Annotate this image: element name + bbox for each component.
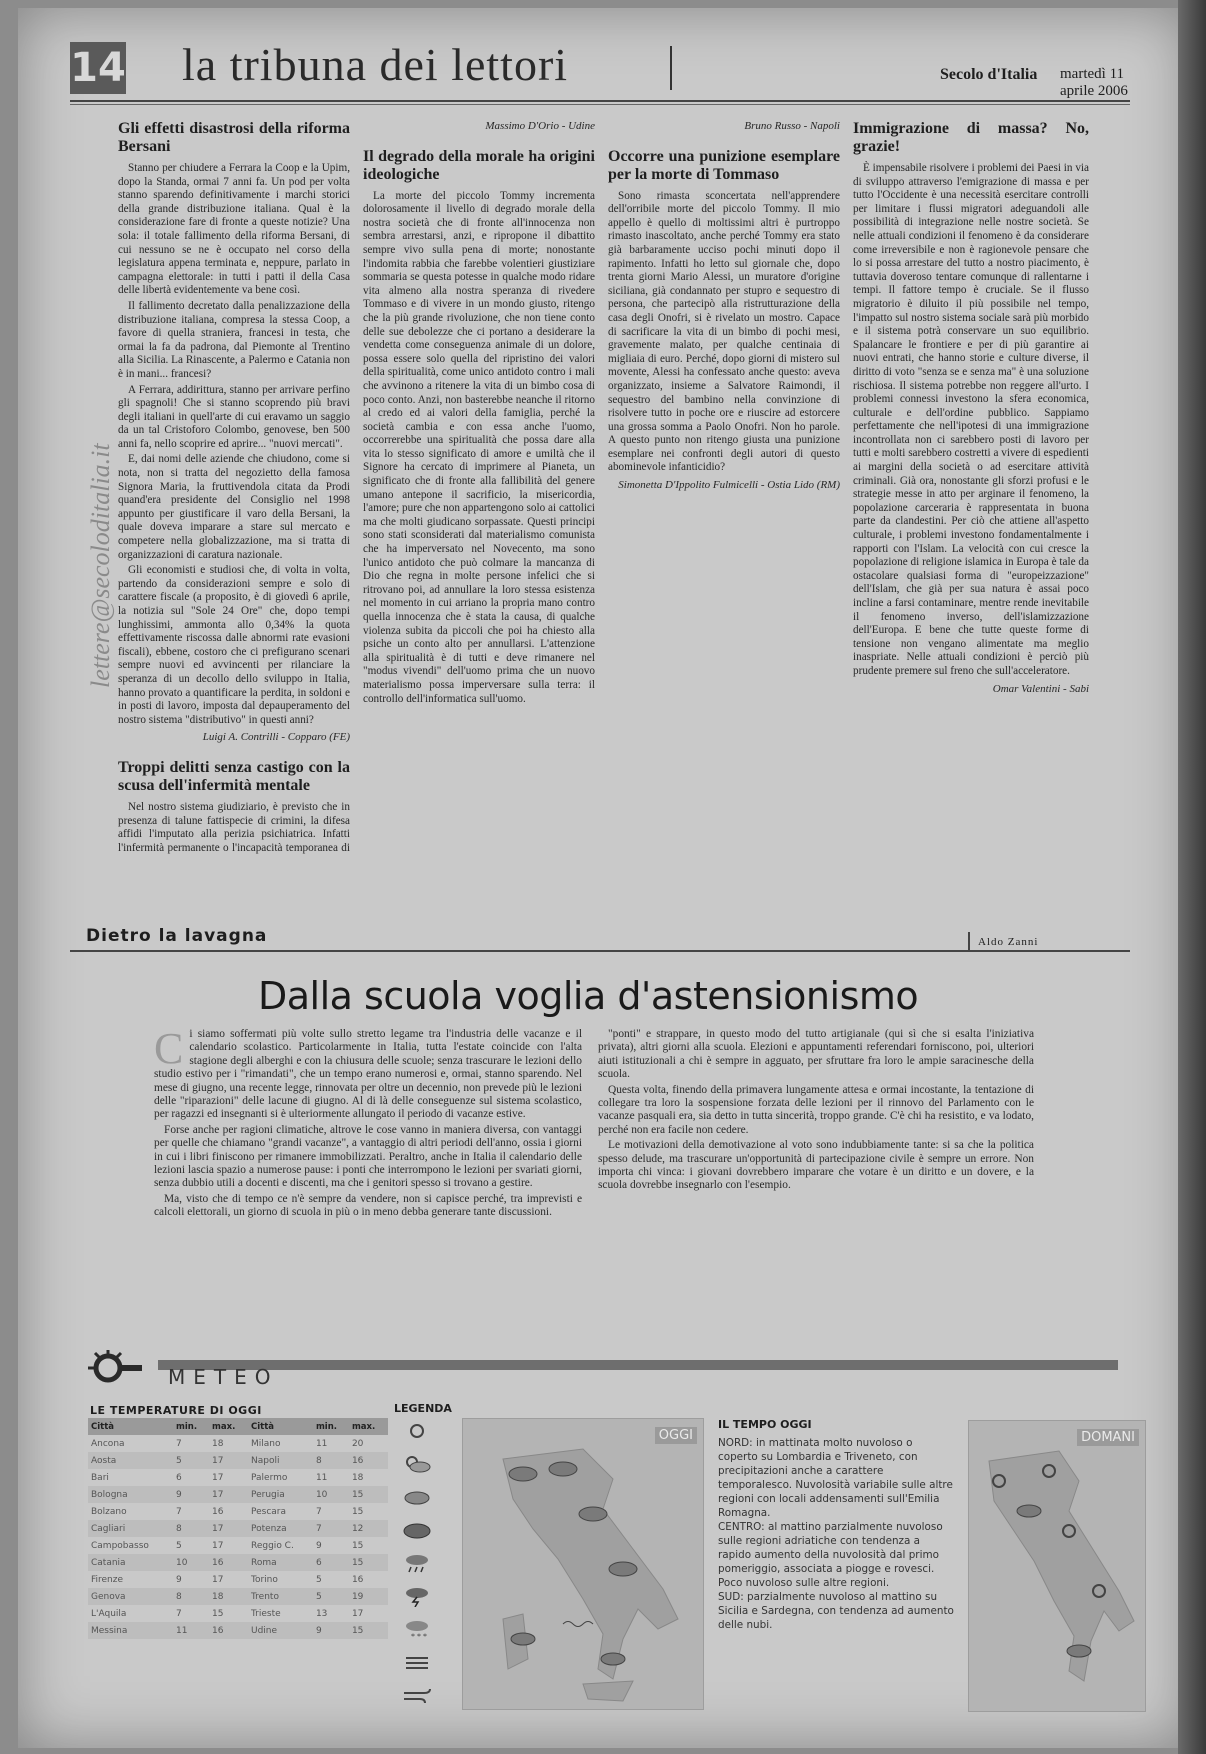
table-cell: Palermo <box>251 1472 288 1483</box>
feature-paragraph: i siamo soffermati più volte sullo stretto legame tra l'industria delle vacanze e il calendario scolastico. Particolarmente in Italia, tutta l'estate coincide con l'alta stagione degli alberghi e con la chiusura delle scuole; senza trascurare le lezioni dello studio estivo per i "rimandati", che un tempo erano numerosi e, ormai, stanno sparendo. Nel mese di giugno, una recente legge, rinnovata per oltre un decennio, non prevede più le lezioni delle "riparazioni" delle lacune di giugno. Al di là delle conseguenze sul sistema scolastico, per ragazzi ed insegnanti si è ulteriormente allungato il periodo di vacanze estive. <box>154 1028 582 1121</box>
column-header: max. <box>209 1418 248 1435</box>
map-label-tomorrow: DOMANI <box>1077 1429 1139 1446</box>
feature-column-2 <box>598 1028 1034 1328</box>
author-divider <box>968 932 970 950</box>
meteo-label: METEO <box>168 1365 279 1389</box>
column-header: max. <box>349 1418 388 1435</box>
snow-icon <box>398 1618 436 1640</box>
column-header: Città <box>248 1418 313 1435</box>
table-cell: 18 <box>212 1438 224 1449</box>
table-cell: 17 <box>209 1452 248 1469</box>
table-cell: 11 <box>315 1472 328 1483</box>
weather-map-today <box>462 1418 704 1710</box>
feature-paragraph: Questa volta, finendo della primavera lungamente attesa e ormai incostante, la tentazione di collegare tra loro la sospensione forzata delle lezioni per il rinnovo del Parlamento con le vacanze pasquali era, sia detto in tutta sincerità, troppo grande. C'è chi ha resistito, e va lodato, perché non era facile non cedere. <box>598 1083 1034 1136</box>
table-cell: 5 <box>313 1588 349 1605</box>
wind-icon <box>398 1684 436 1706</box>
side-email-text: lettere@secoloditalia.it <box>86 443 115 688</box>
table-cell: 7 <box>176 1438 182 1449</box>
table-cell: Torino <box>251 1574 278 1585</box>
feature-paragraph: "ponti" e strappare, in questo modo del tutto artigianale (qui sì che si esalta l'iniziativa privata), altri giorni alla scuola. Elezioni e appuntamenti referendari forniscono, poi, ulteriori aiuti istituzionali a chi è sempre in agguato, per sfruttare fra loro le ampie saracinesche della scuola. <box>598 1028 1034 1081</box>
article-paragraph: Gli economisti e studiosi che, di volta in volta, partendo da considerazioni sempre e solo di carattere fiscale (a proposito, è di giovedì 6 aprile, la notizia sul "Sole 24 Ore" che, dopo tempi lunghissimi, ammonta allo 0,34% la quota effettivamente riscossa dalle abnormi rate evasioni fiscali), ebbene, costoro che ci prefigurano scenari sempre nuovi ed avvincenti per rilanciare la speranza di un decollo dello sviluppo in Italia, hanno provato a quantificare la perdita, in soldoni e in posti di lavoro, imposta dal depauperamento del nostro sistema "distributivo" in questi anni? <box>118 564 350 726</box>
table-cell: 18 <box>209 1588 248 1605</box>
table-cell: 15 <box>212 1608 224 1619</box>
table-cell: Reggio C. <box>251 1540 294 1551</box>
column-header: min. <box>313 1418 349 1435</box>
partly-cloudy-icon <box>398 1453 436 1475</box>
article-signature: Omar Valentini - Sabi <box>992 682 1089 695</box>
article-paragraph: Stanno per chiudere a Ferrara la Coop e la Upim, dopo la Standa, ormai 7 anni fa. Un pod per volta stanno sparendo definitivamente i marchi storici della grande distribuzione italiana. Qual è la considerazione fare di fronte a queste notizie? Una sola: il totale fallimento della riforma Bersani, di cui nessuno se ne è occupato nel corso della legislatura appena terminata e, neppure, parlato in campagna elettorale: in tutti i patti il della Casa delle libertà evidentemente va bene così. <box>118 162 350 297</box>
article-title: Occorre una punizione esemplare per la morte di Tommaso <box>608 147 840 183</box>
page-number: 14 <box>70 42 126 94</box>
table-cell: Ancona <box>91 1438 125 1449</box>
table-cell: 17 <box>351 1608 364 1619</box>
table-cell: 11 <box>173 1622 209 1639</box>
table-cell: 6 <box>176 1472 182 1483</box>
table-cell: 10 <box>313 1486 349 1503</box>
table-cell: 9 <box>173 1486 209 1503</box>
newspaper-name: Secolo d'Italia <box>940 66 1038 83</box>
table-cell: 6 <box>313 1554 349 1571</box>
table-cell: 17 <box>212 1540 224 1551</box>
table-row <box>88 1452 388 1469</box>
feature-paragraph: Ma, visto che di tempo ce n'è sempre da vendere, non si capisce perché, tra imprevisti e calcoli elettorali, un giorno di scuola in più o in meno debba generare tante discussioni. <box>154 1192 582 1219</box>
table-cell: Trieste <box>251 1608 281 1619</box>
table-cell: Bolzano <box>91 1506 127 1517</box>
forecast-title: IL TEMPO OGGI <box>718 1418 812 1431</box>
table-cell: 9 <box>176 1574 182 1585</box>
article-paragraph: È impensabile risolvere i problemi dei Paesi in via di sviluppo attraverso l'emigrazione di massa e per tutto l'Occidente è una necessità esercitare controlli per limitare i flussi migratori adeguandoli alle possibilità di integrazione nelle nostre società. Se nelle attuali condizioni il fenomeno è da considerare come irreversibile e non è ragionevole pensare che lo si possa arrestare del tutto a nostro piacimento, è tuttavia doveroso tentare comunque di rallentarne i tempi. Il fattore tempo è cruciale. Se il flusso migratorio è diluito il più possibile nel tempo, l'impatto sul nostro sistema sociale sarà più morbido e il sistema potrà conservare un suo equilibrio. Spalancare le frontiere e per di più garantire ai nuovi entrati, che hanno storie e culture diverse, il diritto di voto "senza se e senza ma" è una soluzione rischiosa. Il sistema potrebbe non reggere all'urto. I problemi connessi investono la sfera economica, culturale e dell'ordine pubblico. Sappiamo perfettamente che nell'ipotesi di una immigrazione incontrollata non ci sarebbero posti di lavoro per tutti e molti sarebbero costretti a vivere di espedienti ai margini della società o ad esercitare attività criminali. Già ora, nonostante gli sforzi profusi e le strategie messe in atto per arginare il fenomeno, la popolazione carceraria è rappresentata in buona parte da clandestini. Per ciò che attiene all'aspetto culturale, i problemi investono fondamentalmente i rapporti con l'Islam. La velocità con cui cresce la popolazione di religione islamica in Europa è tale da ostacolare qualsiasi forma di "europeizzazione" dell'Islam, che già per sua natura è assai poco incline a farsi contaminare, mentre rende inevitabile il fenomeno inverso, dell'islamizzazione dell'Europa. E bene che tutte queste forme di tensione non vengano alimentate ma meglio inaspriate. Nelle attuali condizioni è perciò più prudente premere sul freno che sull'acceleratore. <box>853 162 1089 677</box>
meteo-bar <box>158 1360 1118 1370</box>
table-cell: 7 <box>176 1506 182 1517</box>
table-cell: 20 <box>351 1438 364 1449</box>
table-cell: 15 <box>349 1622 388 1639</box>
thunderstorm-icon <box>398 1585 436 1607</box>
table-cell: Bari <box>91 1472 109 1483</box>
table-cell: 16 <box>212 1506 224 1517</box>
table-cell: Roma <box>248 1554 313 1571</box>
table-cell: 7 <box>313 1520 349 1537</box>
map-label-today: OGGI <box>655 1427 697 1444</box>
column-header: Città <box>88 1418 173 1435</box>
legend-title: LEGENDA <box>394 1402 452 1415</box>
svg-text:* * *: * * * <box>411 1632 427 1640</box>
feature-paragraph: Forse anche per ragioni climatiche, altrove le cose vanno in maniera diversa, con vantaggi per quelle che chiamano "grandi vacanze", a vantaggio di altri periodi dell'anno, ossia i giorni in cui i libri finiscono per rimanere immobilizzati. Peraltro, anche in Italia il calendario delle lezioni lascia spazio a numerose pause: i ponti che interrompono le lezioni per svariati giorni, senza dubbio utili a docenti e discenti, ma che i genitori spesso si trovano a gestire. <box>154 1123 582 1190</box>
weather-map-tomorrow <box>968 1420 1146 1712</box>
table-cell: 8 <box>313 1452 349 1469</box>
table-cell: Cagliari <box>88 1520 173 1537</box>
table-cell: 17 <box>209 1486 248 1503</box>
article-title: Gli effetti disastrosi della riforma Bersani <box>118 120 350 155</box>
italy-map-today <box>463 1419 703 1709</box>
newspaper-page <box>18 8 1190 1748</box>
section-rule <box>70 950 1130 952</box>
table-row <box>88 1605 388 1622</box>
table-cell: 15 <box>349 1554 388 1571</box>
table-cell: Milano <box>251 1438 281 1449</box>
table-cell: Aosta <box>88 1452 173 1469</box>
table-cell: Catania <box>88 1554 173 1571</box>
article-title: Il degrado della morale ha origini ideologiche <box>363 147 595 183</box>
column-4 <box>853 120 1089 850</box>
article-paragraph: La morte del piccolo Tommy incrementa dolorosamente il livello di degrado morale della nostra società che di fronte all'innocenza non sembra arrestarsi, anzi, e ripropone il dibattito sempre vivo sulla pena di morte; nonostante l'indomita rabbia che farebbe volentieri giustiziare sommaria se questa potesse in qualche modo ridare vita almeno alla nostra speranza di rivedere Tommaso e di vivere in un mondo giusto, ritengo che la più grande rivoluzione, che non tiene conto delle sue debolezze che ci portano a desiderare la vendetta come conseguenza animale di un dolore, possa essere solo quella del ripristino dei valori della spiritualità, come unico antidoto contro i mali che avvinono a ritenere la vita di un bimbo cosa di poco conto. Anzi, non basterebbe neanche il ritorno al credo ed ai valori della famiglia, perché la società cambia e con essa anche l'uomo, occorrerebbe una spiritualità che possa dare alla vita lo stesso significato di amore e umiltà che il Signore ha cercato di imprimere al Pianeta, un significato che di fronte alla fallibilità del genere umano antepone il sacrificio, la misericordia, l'amore; pure che non appartengono solo ai cattolici ma che molti giudicano sorpassate. Questi principi sono stati sconsiderati dal materialismo comunista che ha imperversato nel Novecento, ma sono l'unico antidoto che può colmare la mancanza di Dio che regna in molte persone infelici che si ritrovano poi, ad annullare la loro stessa esistenza nel momento in cui arriano la propria mano contro quella innocenza che è stata la causa, di qualche violenza subita da piccoli che poi ha chiesto alla psiche un conto alto per annullarsi. L'attenzione alla spiritualità è di tutti e deve rimanere nel "modus vivendi" dell'uomo prima che un nuovo materialismo possa imperversare sulla terra: il controllo dell'informatica sull'uomo. <box>363 189 595 705</box>
table-cell: 5 <box>315 1574 322 1585</box>
table-row <box>88 1622 388 1639</box>
weather-legend <box>398 1420 454 1710</box>
article-signature: Luigi A. Contrilli - Copparo (FE) <box>202 731 350 744</box>
main-headline: Dalla scuola voglia d'astensionismo <box>258 974 919 1018</box>
table-cell: Potenza <box>248 1520 313 1537</box>
table-cell: 16 <box>351 1574 364 1585</box>
table-header-row <box>88 1418 388 1435</box>
article-title: Immigrazione di massa? No, grazie! <box>853 120 1089 155</box>
article-title: Troppi delitti senza castigo con la scusa dell'infermità mentale <box>118 758 350 794</box>
forecast-paragraph: CENTRO: al mattino parzialmente nuvoloso sulle regioni adriatiche con tendenza a rapido aumento della nuvolosità dal primo pomeriggio, associata a piogge e rovesci. Poco nuvoloso sulle altre regioni. <box>718 1521 943 1589</box>
table-cell: Pescara <box>251 1506 287 1517</box>
table-cell: Firenze <box>91 1574 124 1585</box>
header-rule <box>70 100 1130 102</box>
table-cell: Perugia <box>248 1486 313 1503</box>
article-signature: Bruno Russo - Napoli <box>744 120 840 132</box>
rubric-label: Dietro la lavagna <box>86 926 268 946</box>
table-cell: Messina <box>88 1622 173 1639</box>
table-cell: 10 <box>173 1554 209 1571</box>
table-cell: 5 <box>176 1540 182 1551</box>
issue-date: martedì 11 aprile 2006 <box>1060 66 1128 99</box>
table-row <box>88 1520 388 1537</box>
table-cell: 17 <box>212 1574 224 1585</box>
fog-icon <box>398 1651 436 1673</box>
side-email-banner <box>78 128 118 688</box>
feature-paragraph: Le motivazioni della demotivazione al voto sono indubbiamente tante: si sa che la politica spesso delude, ma trascurare un'opportunità di partecipazione civile è sempre un errore. Non importa chi vinca: i giovani dovrebbero imparare che votare è un diritto e un dovere, e la scuola dovrebbe insegnarlo con l'esempio. <box>598 1139 1034 1192</box>
column-3 <box>608 120 840 850</box>
forecast-text <box>718 1436 954 1716</box>
feature-column-1 <box>154 1028 582 1328</box>
table-cell: 16 <box>209 1622 248 1639</box>
italy-map-tomorrow <box>969 1421 1145 1711</box>
table-cell: 8 <box>173 1588 209 1605</box>
table-cell: 17 <box>212 1472 224 1483</box>
table-cell: Campobasso <box>91 1540 149 1551</box>
article-author: Aldo Zanni <box>978 936 1039 948</box>
table-cell: 13 <box>315 1608 328 1619</box>
table-row <box>88 1486 388 1503</box>
table-row <box>88 1503 388 1520</box>
article-paragraph: Nel nostro sistema giudiziario, è previsto che in presenza di talune fattispecie di crimini, la difesa affidi l'imputato alla perizia psichiatrica. Infatti l'infermità permanente o l'incapacità temporanea di <box>118 800 350 854</box>
table-cell: 17 <box>209 1520 248 1537</box>
table-row <box>88 1469 388 1486</box>
column-header: min. <box>173 1418 209 1435</box>
table-cell: 16 <box>349 1452 388 1469</box>
header-rule-thin <box>70 104 1130 105</box>
table-cell: 12 <box>349 1520 388 1537</box>
table-cell: 19 <box>349 1588 388 1605</box>
article-signature: Simonetta D'Ippolito Fulmicelli - Ostia Lido (RM) <box>618 479 840 492</box>
table-cell: Bologna <box>88 1486 173 1503</box>
section-title: la tribuna dei lettori <box>182 39 569 90</box>
temperatures-table <box>88 1418 388 1708</box>
cloudy-icon <box>398 1486 436 1508</box>
rain-icon <box>398 1552 436 1574</box>
table-cell: 15 <box>351 1540 364 1551</box>
article-paragraph: Sono rimasta sconcertata nell'apprendere dell'orribile morte del piccolo Tommy. Il mio appello è quello di moltissimi altri è purtroppo rimasto inascoltato, anche perché Tommy era stato già barbaramente ucciso pochi minuti dopo il rapimento. Infatti ho letto sul giornale che, dopo trenta giorni Mario Alessi, un muratore d'origine siciliana, già condannato per stupro e sequestro di persona, che partecipò alla ristrutturazione della casa degli Onofri, si è rivelato un mostro. Capace di sacrificare la vita di un bimbo di pochi mesi, gravemente malato, per qualche centinaia di migliaia di euro. Perché, dopo giorni di mistero sul movente, Alessi ha confessato anche questo: aveva organizzato, insieme a Salvatore Raimondi, il sequestro del bambino nella convinzione di risolvere tutto in poche ore e riuscire ad estorcere una grossa somma a Paolo Onofri. Non ho parole. A questo punto non ritengo giusta una punizione esemplare nei confronti degli autori di questo abominevole infanticidio? <box>608 189 840 474</box>
table-cell: 7 <box>315 1506 322 1517</box>
table-row <box>88 1537 388 1554</box>
table-cell: 8 <box>173 1520 209 1537</box>
article-paragraph: E, dai nomi delle aziende che chiudono, come si nota, non si tratta del negozietto della famosa Signora Maria, la fruttivendola citata da Prodi quand'era presidente del Consiglio nel 1998 appunto per giustificare il varo della Bersani, la quale doveva imparare a stare sul mercato e competere nella globalizzazione, ma si tratta di organizzazioni di caratura nazionale. <box>118 453 350 561</box>
table-cell: 16 <box>209 1554 248 1571</box>
table-cell: 9 <box>313 1622 349 1639</box>
temperatures-body <box>88 1435 388 1639</box>
forecast-paragraph: NORD: in mattinata molto nuvoloso o coperto su Lombardia e Triveneto, con precipitazioni anche a carattere temporalesco. Nuvolosità variabile sulle altre regioni con locali addensamenti sull'Emilia Romagna. <box>718 1437 953 1519</box>
sunny-icon <box>398 1420 436 1442</box>
table-cell: Udine <box>248 1622 313 1639</box>
article-paragraph: A Ferrara, addirittura, stanno per arrivare perfino gli spagnoli! Che si stanno scoprendo più bravi degli italiani in quell'arte di cui eravamo un saggio da un tal Cristoforo Colombo, genovese, ben 500 anni fa, nello scoprire ed aprire... "nuovi mercati". <box>118 383 350 450</box>
table-row <box>88 1588 388 1605</box>
column-2 <box>363 120 595 850</box>
article-signature: Massimo D'Orio - Udine <box>485 120 595 132</box>
table-cell: 11 <box>315 1438 328 1449</box>
table-row <box>88 1435 388 1452</box>
sun-logo-icon <box>86 1350 142 1386</box>
table-cell: 9 <box>315 1540 322 1551</box>
temperatures-title: LE TEMPERATURE DI OGGI <box>90 1404 262 1417</box>
page-header <box>70 38 1160 98</box>
drop-cap: C <box>154 1028 184 1073</box>
forecast-paragraph: SUD: parzialmente nuvoloso al mattino su Sicilia e Sardegna, con tendenza ad aumento delle nubi. <box>718 1591 954 1631</box>
table-cell: Napoli <box>248 1452 313 1469</box>
table-row <box>88 1571 388 1588</box>
table-cell: 7 <box>176 1608 182 1619</box>
table-cell: Trento <box>248 1588 313 1605</box>
table-cell: 5 <box>173 1452 209 1469</box>
table-cell: Genova <box>88 1588 173 1605</box>
table-cell: 18 <box>351 1472 364 1483</box>
table-cell: 15 <box>349 1486 388 1503</box>
header-divider <box>670 46 672 90</box>
table-cell: 15 <box>351 1506 364 1517</box>
page-binding-shadow <box>1178 0 1206 1754</box>
table-cell: L'Aquila <box>91 1608 127 1619</box>
overcast-icon <box>398 1519 436 1541</box>
column-1 <box>118 120 350 855</box>
article-paragraph: Il fallimento decretato dalla penalizzazione della distribuzione italiana, compresa la stessa Coop, a favore di quella straniera, francesi in testa, che ormai la fa da padrona, dal Piemonte al Trentino alla Sicilia. La Rinascente, a Palermo e Catania non è in mani... francesi? <box>118 299 350 380</box>
table-row <box>88 1554 388 1571</box>
